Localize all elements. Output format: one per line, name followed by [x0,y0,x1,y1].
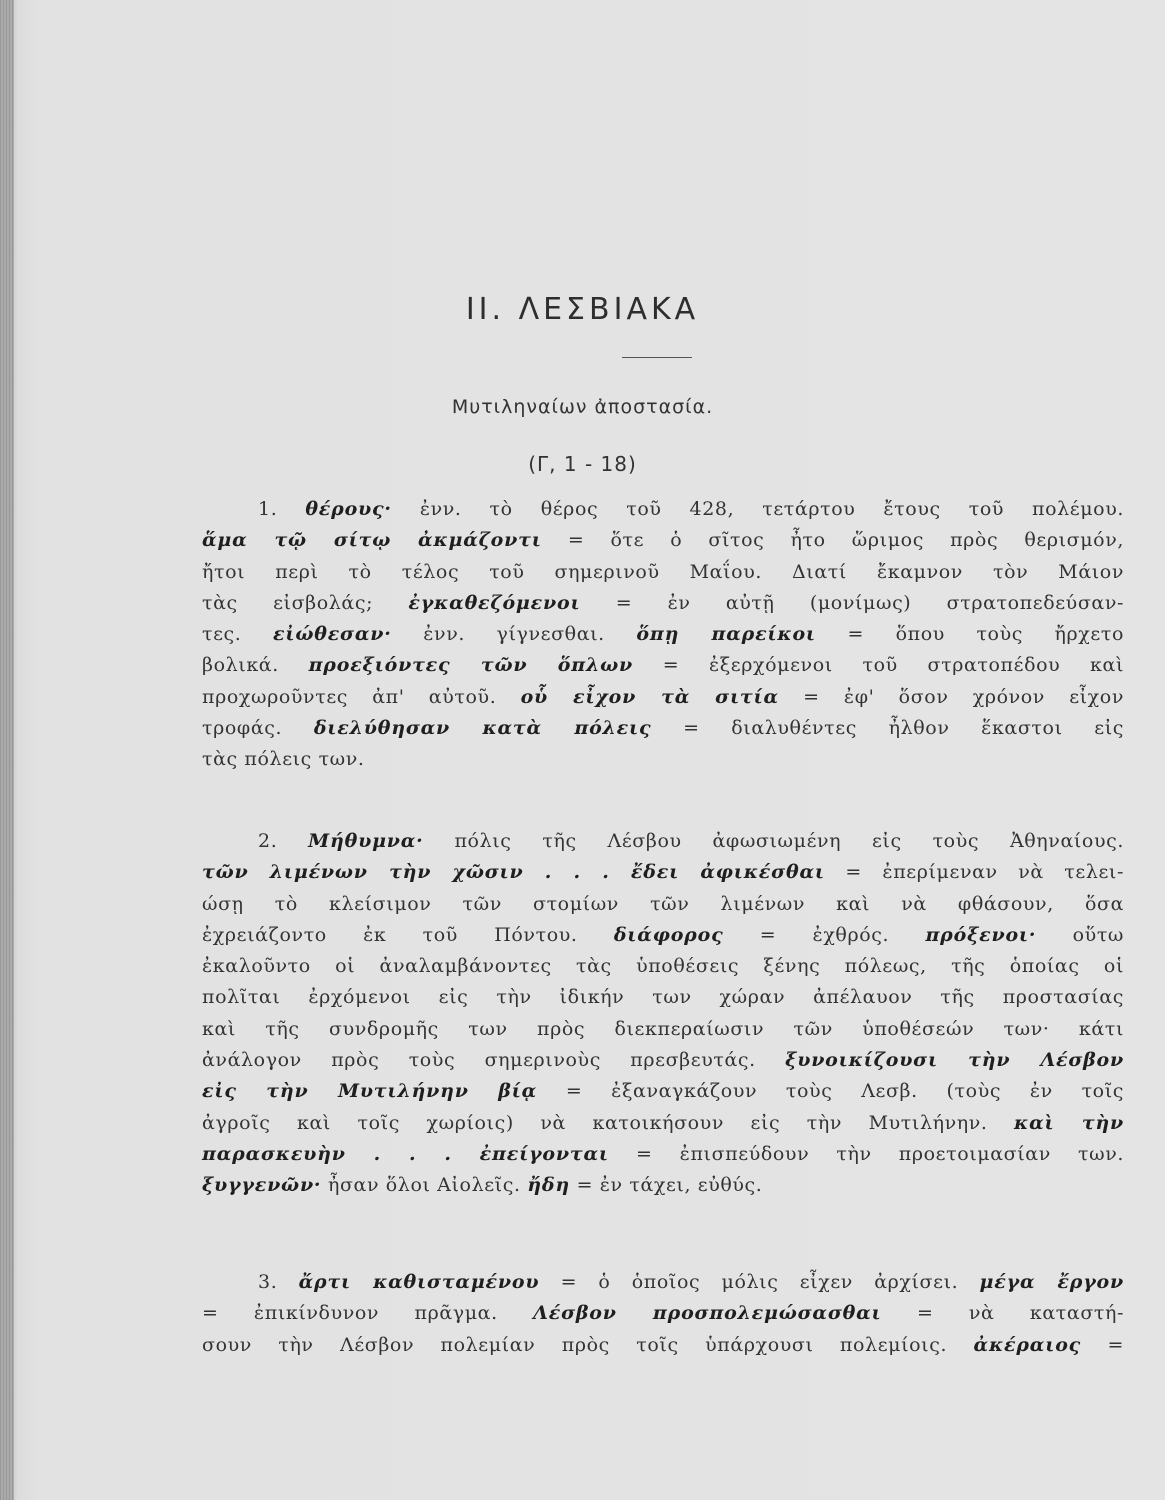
text-line: βολικά. προεξιόντες τῶν ὅπλων = ἐξερχόμενοι τοῦ στρατοπέδου καὶ [202,654,1124,677]
text-line: σουν τὴν Λέσβον πολεμίαν πρὸς τοῖς ὑπάρχουσι πολεμίοις. ἀκέραιος = [202,1333,1124,1356]
text-line: καὶ τῆς συνδρομῆς των πρὸς διεκπεραίωσιν τῶν ὑποθέσεών των· κάτι [202,1017,1124,1040]
commentary-paragraph-1 [202,494,1124,776]
text-line: ξυγγενῶν· ἦσαν ὅλοι Αἰολεῖς. ἤδη = ἐν τάχει, εὐθύς. [202,1174,763,1197]
text-line: 1. θέρους· ἐνν. τὸ θέρος τοῦ 428, τετάρτου ἔτους τοῦ πολέμου. [258,498,1124,520]
text-line: τες. εἰώθεσαν· ἐνν. γίγνεσθαι. ὅπῃ παρείκοι = ὅπου τοὺς ἤρχετο [202,623,1125,646]
commentary-paragraph-2 [202,826,1124,1202]
text-line: ἐχρειάζοντο ἐκ τοῦ Πόντου. διάφορος = ἐχθρός. πρόξενοι· οὕτω [202,923,1125,946]
page-edge [0,0,14,1500]
text-line: 2. Μήθυμνα· πόλις τῆς Λέσβου ἀφωσιωμένη εἰς τοὺς Ἀθηναίους. [258,830,1124,852]
text-line: ἤτοι περὶ τὸ τέλος τοῦ σημερινοῦ Μαΐου. Διατί ἔκαμνον τὸν Μάιον [202,560,1124,583]
text-line: 3. ἄρτι καθισταμένου = ὁ ὁποῖος μόλις εἶχεν ἀρχίσει. μέγα ἔργον [258,1271,1125,1293]
title-divider [622,357,692,358]
text-line: ἀγροῖς καὶ τοῖς χωρίοις) νὰ κατοικήσουν εἰς τὴν Μυτιλήνην. καὶ τὴν [202,1111,1124,1134]
text-line: ἀνάλογον πρὸς τοὺς σημερινοὺς πρεσβευτάς. ξυνοικίζουσι τὴν Λέσβον [202,1049,1125,1072]
text-line: ἅμα τῷ σίτῳ ἀκμάζοντι = ὅτε ὁ σῖτος ἦτο ὥριμος πρὸς θερισμόν, [202,529,1124,552]
text-line: παρασκευὴν . . . ἐπείγονται = ἐπισπεύδουν τὴν προετοιμασίαν των. [202,1142,1125,1165]
chapter-title: II. ΛΕΣΒΙΑΚΑ [465,292,700,327]
text-line: ἐκαλοῦντο οἱ ἀναλαμβάνοντες τὰς ὑποθέσεις ξένης πόλεως, τῆς ὁποίας οἱ [202,955,1124,978]
text-line: τὰς εἰσβολάς; ἐγκαθεζόμενοι = ἐν αὐτῇ (μονίμως) στρατοπεδεύσαν- [202,591,1124,614]
text-line: εἰς τὴν Μυτιλήνην βίᾳ = ἐξαναγκάζουν τοὺς Λεσβ. (τοὺς ἐν τοῖς [202,1080,1125,1103]
text-line: = ἐπικίνδυνον πρᾶγμα. Λέσβον προσπολεμώσασθαι = νὰ καταστή- [202,1302,1125,1325]
text-line: πολῖται ἐρχόμενοι εἰς τὴν ἰδικήν των χώραν ἀπέλαυον τῆς προστασίας [202,986,1124,1009]
commentary-paragraph-3 [202,1267,1124,1361]
text-line: ώσῃ τὸ κλείσιμον τῶν στομίων τῶν λιμένων καὶ νὰ φθάσουν, ὅσα [202,892,1124,915]
chapter-reference: (Γ, 1 - 18) [528,452,637,476]
text-line: τροφάς. διελύθησαν κατὰ πόλεις = διαλυθέντες ἦλθον ἕκαστοι εἰς [202,717,1125,740]
chapter-subtitle: Μυτιληναίων ἀποστασία. [451,396,714,418]
text-line: προχωροῦντες ἀπ' αὐτοῦ. οὗ εἶχον τὰ σιτία = ἐφ' ὅσον χρόνον εἶχον [202,685,1124,708]
text-line: τῶν λιμένων τὴν χῶσιν . . . ἔδει ἀφικέσθαι = ἐπερίμεναν νὰ τελει- [202,861,1124,884]
text-line: τὰς πόλεις των. [202,748,365,771]
